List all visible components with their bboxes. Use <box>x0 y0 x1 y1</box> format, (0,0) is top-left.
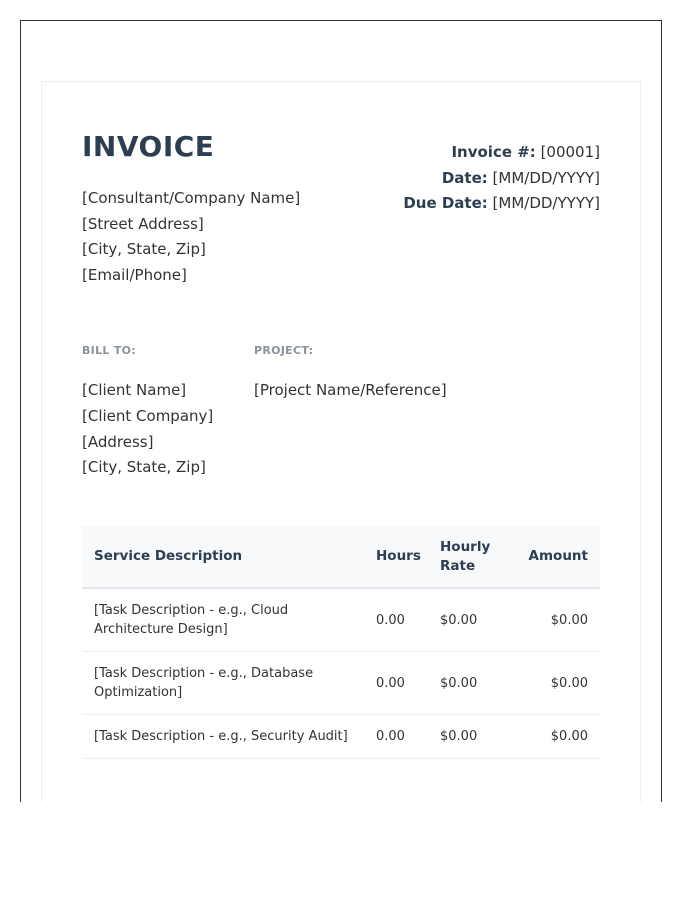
table-row <box>82 588 600 652</box>
invoice-meta-block <box>403 140 600 217</box>
header-service-description: Service Description <box>82 526 364 588</box>
table-row <box>82 715 600 759</box>
bill-to-block <box>82 378 213 481</box>
invoice-sheet <box>41 81 641 802</box>
header-hours: Hours <box>364 526 428 588</box>
due-date-row <box>403 191 600 217</box>
row-hours: 0.00 <box>364 588 428 652</box>
header-row <box>82 526 600 588</box>
row-amount: $0.00 <box>512 715 600 759</box>
client-address: [Address] <box>82 432 154 451</box>
invoice-number-label: Invoice #: <box>451 143 536 161</box>
from-contact: [Email/Phone] <box>82 265 187 284</box>
project-label: PROJECT: <box>254 344 314 357</box>
row-hours: 0.00 <box>364 715 428 759</box>
row-description: [Task Description - e.g., Cloud Architecture Design] <box>82 588 364 652</box>
row-description: [Task Description - e.g., Database Optimization] <box>82 652 364 715</box>
table-row <box>82 652 600 715</box>
row-rate: $0.00 <box>428 652 512 715</box>
invoice-title: INVOICE <box>82 130 215 163</box>
bill-to-label: BILL TO: <box>82 344 136 357</box>
services-table-header <box>82 526 600 588</box>
row-amount: $0.00 <box>512 588 600 652</box>
row-rate: $0.00 <box>428 715 512 759</box>
from-street-address: [Street Address] <box>82 214 204 233</box>
due-date-value: [MM/DD/YYYY] <box>492 194 600 212</box>
header-amount: Amount <box>512 526 600 588</box>
from-address-block <box>82 186 300 288</box>
from-company-name: [Consultant/Company Name] <box>82 189 301 207</box>
services-table <box>82 526 600 759</box>
row-rate: $0.00 <box>428 588 512 652</box>
row-hours: 0.00 <box>364 652 428 715</box>
invoice-number-value: [00001] <box>540 143 600 161</box>
due-date-label: Due Date: <box>403 194 488 212</box>
project-name: [Project Name/Reference] <box>254 381 447 399</box>
client-company: [Client Company] <box>82 406 214 425</box>
invoice-number-row <box>403 140 600 166</box>
client-city-state-zip: [City, State, Zip] <box>82 458 206 477</box>
client-name: [Client Name] <box>82 381 187 399</box>
header-hourly-rate: Hourly Rate <box>428 526 512 588</box>
invoice-date-value: [MM/DD/YYYY] <box>492 168 600 187</box>
page-frame <box>20 20 662 802</box>
from-city-state-zip: [City, State, Zip] <box>82 240 206 258</box>
services-table-body <box>82 588 600 759</box>
row-description: [Task Description - e.g., Security Audit] <box>82 715 364 759</box>
row-amount: $0.00 <box>512 652 600 715</box>
invoice-date-label: Date: <box>441 168 488 187</box>
invoice-date-row <box>403 166 600 192</box>
